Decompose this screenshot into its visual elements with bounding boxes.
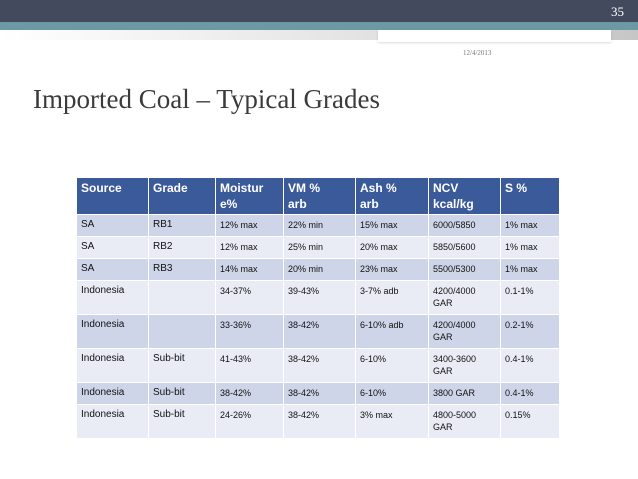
header-vm: VM % arb: [284, 178, 356, 215]
cell-moisture: 33-36%: [216, 315, 284, 349]
cell-vm: 22% min: [284, 215, 356, 237]
cell-grade: Sub-bit: [149, 383, 216, 405]
cell-sulfur: 0.4-1%: [501, 383, 560, 405]
cell-moisture: 14% max: [216, 259, 284, 281]
cell-sulfur: 1% max: [501, 237, 560, 259]
cell-ncv: 3800 GAR: [429, 383, 501, 405]
cell-source: Indonesia: [77, 315, 149, 349]
header-ash: Ash % arb: [356, 178, 429, 215]
cell-vm: 38-42%: [284, 315, 356, 349]
cell-grade: [149, 281, 216, 315]
slide-title: Imported Coal – Typical Grades: [33, 84, 381, 114]
cell-ncv: 3400-3600 GAR: [429, 349, 501, 383]
cell-sulfur: 1% max: [501, 259, 560, 281]
cell-moisture: 38-42%: [216, 383, 284, 405]
cell-ash: 6-10%: [356, 383, 429, 405]
cell-ash: 3-7% adb: [356, 281, 429, 315]
cell-moisture: 12% max: [216, 215, 284, 237]
cell-moisture: 41-43%: [216, 349, 284, 383]
header-tab: [378, 30, 611, 42]
cell-sulfur: 0.1-1%: [501, 281, 560, 315]
cell-vm: 38-42%: [284, 383, 356, 405]
cell-ash: 6-10%: [356, 349, 429, 383]
cell-ncv: 5500/5300: [429, 259, 501, 281]
cell-grade: Sub-bit: [149, 405, 216, 439]
cell-vm: 38-42%: [284, 349, 356, 383]
cell-sulfur: 0.15%: [501, 405, 560, 439]
header-sulfur: S %: [501, 178, 560, 215]
cell-source: SA: [77, 259, 149, 281]
table-row: [77, 349, 560, 383]
cell-vm: 25% min: [284, 237, 356, 259]
cell-ash: 3% max: [356, 405, 429, 439]
cell-ncv: 6000/5850: [429, 215, 501, 237]
header-ncv: NCV kcal/kg: [429, 178, 501, 215]
cell-ash: 20% max: [356, 237, 429, 259]
cell-source: Indonesia: [77, 383, 149, 405]
cell-sulfur: 0.2-1%: [501, 315, 560, 349]
coal-grades-table: [76, 177, 560, 439]
table-row: [77, 315, 560, 349]
cell-moisture: 12% max: [216, 237, 284, 259]
cell-ash: 23% max: [356, 259, 429, 281]
table-row: [77, 237, 560, 259]
cell-vm: 38-42%: [284, 405, 356, 439]
cell-sulfur: 0.4-1%: [501, 349, 560, 383]
cell-ncv: 5850/5600: [429, 237, 501, 259]
cell-vm: 39-43%: [284, 281, 356, 315]
cell-vm: 20% min: [284, 259, 356, 281]
cell-ncv: 4800-5000 GAR: [429, 405, 501, 439]
cell-moisture: 24-26%: [216, 405, 284, 439]
accent-bar: [0, 22, 638, 30]
cell-grade: RB3: [149, 259, 216, 281]
table-row: [77, 215, 560, 237]
top-header-bar: [0, 0, 638, 22]
header-moisture: Moistur e%: [216, 178, 284, 215]
cell-moisture: 34-37%: [216, 281, 284, 315]
slide-date: 12/4/2013: [463, 49, 492, 57]
cell-ash: 15% max: [356, 215, 429, 237]
table-row: [77, 281, 560, 315]
header-source: Source: [77, 178, 149, 215]
cell-ash: 6-10% adb: [356, 315, 429, 349]
table-header-row: [77, 178, 560, 215]
cell-grade: RB2: [149, 237, 216, 259]
cell-source: SA: [77, 215, 149, 237]
cell-source: SA: [77, 237, 149, 259]
cell-source: Indonesia: [77, 349, 149, 383]
cell-ncv: 4200/4000 GAR: [429, 315, 501, 349]
table-row: [77, 259, 560, 281]
table-row: [77, 383, 560, 405]
table-row: [77, 405, 560, 439]
cell-source: Indonesia: [77, 405, 149, 439]
slide-number: 35: [611, 4, 624, 19]
cell-sulfur: 1% max: [501, 215, 560, 237]
cell-grade: Sub-bit: [149, 349, 216, 383]
cell-grade: RB1: [149, 215, 216, 237]
header-grade: Grade: [149, 178, 216, 215]
cell-ncv: 4200/4000 GAR: [429, 281, 501, 315]
cell-source: Indonesia: [77, 281, 149, 315]
cell-grade: [149, 315, 216, 349]
